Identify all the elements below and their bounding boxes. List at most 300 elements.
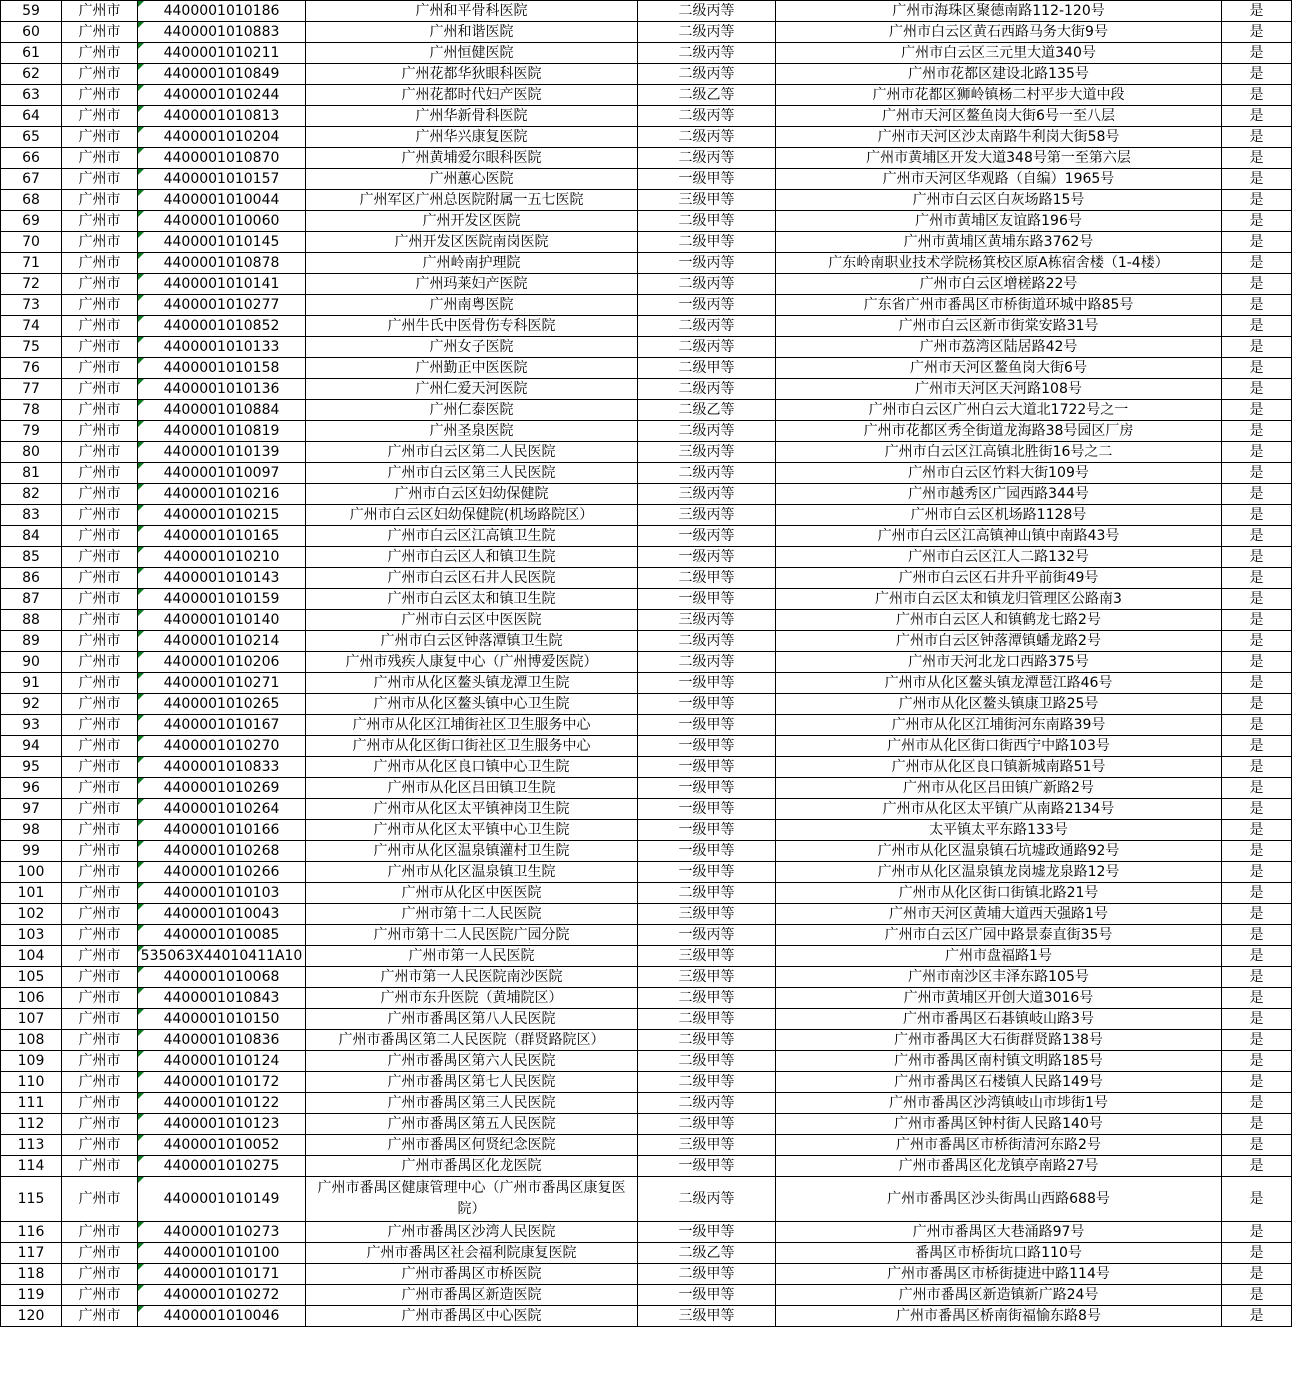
city-cell[interactable]: 广州市 <box>62 106 138 127</box>
hospital-name-cell[interactable]: 广州市番禺区第五人民医院 <box>306 1114 638 1135</box>
hospital-level-cell[interactable]: 三级丙等 <box>638 442 776 463</box>
row-number-cell[interactable]: 77 <box>1 379 62 400</box>
row-number-cell[interactable]: 103 <box>1 925 62 946</box>
eligibility-flag-cell[interactable]: 是 <box>1222 1306 1292 1327</box>
institution-code-cell[interactable] <box>138 64 306 85</box>
eligibility-flag-cell[interactable]: 是 <box>1222 1177 1292 1222</box>
row-number-cell[interactable]: 97 <box>1 799 62 820</box>
hospital-name-cell[interactable]: 广州市番禺区市桥医院 <box>306 1264 638 1285</box>
row-number-cell[interactable]: 74 <box>1 316 62 337</box>
eligibility-flag-cell[interactable]: 是 <box>1222 547 1292 568</box>
row-number-cell[interactable]: 113 <box>1 1135 62 1156</box>
hospital-name-cell[interactable]: 广州南粤医院 <box>306 295 638 316</box>
row-number-cell[interactable]: 119 <box>1 1285 62 1306</box>
hospital-name-cell[interactable]: 广州市从化区温泉镇卫生院 <box>306 862 638 883</box>
eligibility-flag-cell[interactable]: 是 <box>1222 1243 1292 1264</box>
institution-code-cell[interactable] <box>138 589 306 610</box>
address-cell[interactable]: 广州市番禺区沙湾镇岐山市埗街1号 <box>776 1093 1222 1114</box>
hospital-level-cell[interactable]: 一级丙等 <box>638 925 776 946</box>
eligibility-flag-cell[interactable]: 是 <box>1222 64 1292 85</box>
address-cell[interactable]: 广州市白云区竹料大街109号 <box>776 463 1222 484</box>
hospital-level-cell[interactable]: 二级甲等 <box>638 1114 776 1135</box>
address-cell[interactable]: 广州市花都区狮岭镇杨二村平步大道中段 <box>776 85 1222 106</box>
hospital-name-cell[interactable]: 广州华新骨科医院 <box>306 106 638 127</box>
institution-code-cell[interactable] <box>138 967 306 988</box>
address-cell[interactable]: 广州市番禺区沙头街禺山西路688号 <box>776 1177 1222 1222</box>
city-cell[interactable]: 广州市 <box>62 463 138 484</box>
eligibility-flag-cell[interactable]: 是 <box>1222 316 1292 337</box>
institution-code-cell[interactable] <box>138 1156 306 1177</box>
institution-code-cell[interactable] <box>138 631 306 652</box>
row-number-cell[interactable]: 101 <box>1 883 62 904</box>
address-cell[interactable]: 广州市白云区新市街棠安路31号 <box>776 316 1222 337</box>
institution-code-cell[interactable] <box>138 85 306 106</box>
address-cell[interactable]: 广东岭南职业技术学院杨箕校区原A栋宿舍楼（1-4楼） <box>776 253 1222 274</box>
city-cell[interactable]: 广州市 <box>62 967 138 988</box>
hospital-level-cell[interactable]: 二级甲等 <box>638 988 776 1009</box>
institution-code-cell[interactable] <box>138 547 306 568</box>
city-cell[interactable]: 广州市 <box>62 22 138 43</box>
hospital-level-cell[interactable]: 一级甲等 <box>638 1156 776 1177</box>
hospital-name-cell[interactable]: 广州市从化区太平镇神岗卫生院 <box>306 799 638 820</box>
eligibility-flag-cell[interactable]: 是 <box>1222 631 1292 652</box>
hospital-name-cell[interactable]: 广州市番禺区沙湾人民医院 <box>306 1222 638 1243</box>
institution-code-cell[interactable] <box>138 379 306 400</box>
hospital-level-cell[interactable]: 一级甲等 <box>638 736 776 757</box>
eligibility-flag-cell[interactable]: 是 <box>1222 190 1292 211</box>
address-cell[interactable]: 广州市花都区秀全街道龙海路38号园区厂房 <box>776 421 1222 442</box>
eligibility-flag-cell[interactable]: 是 <box>1222 1135 1292 1156</box>
row-number-cell[interactable]: 82 <box>1 484 62 505</box>
hospital-name-cell[interactable]: 广州市第一人民医院南沙医院 <box>306 967 638 988</box>
institution-code-cell[interactable] <box>138 1030 306 1051</box>
hospital-name-cell[interactable]: 广州市第十二人民医院 <box>306 904 638 925</box>
eligibility-flag-cell[interactable]: 是 <box>1222 1072 1292 1093</box>
hospital-name-cell[interactable]: 广州市东升医院（黄埔院区） <box>306 988 638 1009</box>
city-cell[interactable]: 广州市 <box>62 694 138 715</box>
institution-code-cell[interactable] <box>138 988 306 1009</box>
eligibility-flag-cell[interactable]: 是 <box>1222 757 1292 778</box>
hospital-level-cell[interactable]: 二级丙等 <box>638 652 776 673</box>
institution-code-cell[interactable] <box>138 1135 306 1156</box>
hospital-name-cell[interactable]: 广州和谐医院 <box>306 22 638 43</box>
city-cell[interactable]: 广州市 <box>62 1135 138 1156</box>
row-number-cell[interactable]: 102 <box>1 904 62 925</box>
hospital-level-cell[interactable]: 二级丙等 <box>638 1177 776 1222</box>
institution-code-cell[interactable] <box>138 1177 306 1222</box>
hospital-name-cell[interactable]: 广州市从化区温泉镇灌村卫生院 <box>306 841 638 862</box>
institution-code-cell[interactable] <box>138 295 306 316</box>
hospital-level-cell[interactable]: 二级丙等 <box>638 106 776 127</box>
hospital-name-cell[interactable]: 广州市番禺区健康管理中心（广州市番禺区康复医院） <box>306 1177 638 1222</box>
city-cell[interactable]: 广州市 <box>62 946 138 967</box>
institution-code-cell[interactable] <box>138 1285 306 1306</box>
eligibility-flag-cell[interactable]: 是 <box>1222 1009 1292 1030</box>
row-number-cell[interactable]: 80 <box>1 442 62 463</box>
row-number-cell[interactable]: 75 <box>1 337 62 358</box>
hospital-level-cell[interactable]: 一级甲等 <box>638 694 776 715</box>
address-cell[interactable]: 广州市从化区温泉镇龙岗墟龙泉路12号 <box>776 862 1222 883</box>
hospital-name-cell[interactable]: 广州市番禺区新造医院 <box>306 1285 638 1306</box>
address-cell[interactable]: 广州市番禺区新造镇新广路24号 <box>776 1285 1222 1306</box>
institution-code-cell[interactable] <box>138 1051 306 1072</box>
institution-code-cell[interactable] <box>138 1222 306 1243</box>
eligibility-flag-cell[interactable]: 是 <box>1222 43 1292 64</box>
city-cell[interactable]: 广州市 <box>62 211 138 232</box>
eligibility-flag-cell[interactable]: 是 <box>1222 1093 1292 1114</box>
city-cell[interactable]: 广州市 <box>62 715 138 736</box>
hospital-level-cell[interactable]: 二级丙等 <box>638 1093 776 1114</box>
row-number-cell[interactable]: 61 <box>1 43 62 64</box>
eligibility-flag-cell[interactable]: 是 <box>1222 778 1292 799</box>
hospital-name-cell[interactable]: 广州女子医院 <box>306 337 638 358</box>
row-number-cell[interactable]: 71 <box>1 253 62 274</box>
row-number-cell[interactable]: 62 <box>1 64 62 85</box>
row-number-cell[interactable]: 85 <box>1 547 62 568</box>
institution-code-cell[interactable] <box>138 925 306 946</box>
eligibility-flag-cell[interactable]: 是 <box>1222 715 1292 736</box>
address-cell[interactable]: 广州市天河区沙太南路牛利岗大街58号 <box>776 127 1222 148</box>
eligibility-flag-cell[interactable]: 是 <box>1222 526 1292 547</box>
institution-code-cell[interactable] <box>138 820 306 841</box>
institution-code-cell[interactable] <box>138 1072 306 1093</box>
institution-code-cell[interactable] <box>138 904 306 925</box>
hospital-level-cell[interactable]: 二级乙等 <box>638 1243 776 1264</box>
hospital-level-cell[interactable]: 二级丙等 <box>638 274 776 295</box>
institution-code-cell[interactable] <box>138 652 306 673</box>
address-cell[interactable]: 广州市黄埔区开发大道348号第一至第六层 <box>776 148 1222 169</box>
eligibility-flag-cell[interactable]: 是 <box>1222 736 1292 757</box>
hospital-name-cell[interactable]: 广州和平骨科医院 <box>306 1 638 22</box>
row-number-cell[interactable]: 96 <box>1 778 62 799</box>
institution-code-cell[interactable] <box>138 43 306 64</box>
row-number-cell[interactable]: 84 <box>1 526 62 547</box>
address-cell[interactable]: 番禺区市桥街坑口路110号 <box>776 1243 1222 1264</box>
city-cell[interactable]: 广州市 <box>62 589 138 610</box>
address-cell[interactable]: 广州市海珠区聚德南路112-120号 <box>776 1 1222 22</box>
institution-code-cell[interactable] <box>138 148 306 169</box>
eligibility-flag-cell[interactable]: 是 <box>1222 652 1292 673</box>
row-number-cell[interactable]: 69 <box>1 211 62 232</box>
row-number-cell[interactable]: 91 <box>1 673 62 694</box>
city-cell[interactable]: 广州市 <box>62 883 138 904</box>
hospital-name-cell[interactable]: 广州市番禺区第六人民医院 <box>306 1051 638 1072</box>
address-cell[interactable]: 广州市黄埔区开创大道3016号 <box>776 988 1222 1009</box>
row-number-cell[interactable]: 66 <box>1 148 62 169</box>
hospital-level-cell[interactable]: 二级丙等 <box>638 148 776 169</box>
eligibility-flag-cell[interactable]: 是 <box>1222 1 1292 22</box>
city-cell[interactable]: 广州市 <box>62 358 138 379</box>
institution-code-cell[interactable] <box>138 253 306 274</box>
city-cell[interactable]: 广州市 <box>62 526 138 547</box>
city-cell[interactable]: 广州市 <box>62 820 138 841</box>
row-number-cell[interactable]: 93 <box>1 715 62 736</box>
city-cell[interactable]: 广州市 <box>62 190 138 211</box>
eligibility-flag-cell[interactable]: 是 <box>1222 22 1292 43</box>
city-cell[interactable]: 广州市 <box>62 337 138 358</box>
hospital-level-cell[interactable]: 一级甲等 <box>638 1285 776 1306</box>
eligibility-flag-cell[interactable]: 是 <box>1222 400 1292 421</box>
hospital-level-cell[interactable]: 二级甲等 <box>638 358 776 379</box>
row-number-cell[interactable]: 78 <box>1 400 62 421</box>
city-cell[interactable]: 广州市 <box>62 1072 138 1093</box>
address-cell[interactable]: 广州市番禺区南村镇文明路185号 <box>776 1051 1222 1072</box>
row-number-cell[interactable]: 64 <box>1 106 62 127</box>
hospital-name-cell[interactable]: 广州市白云区人和镇卫生院 <box>306 547 638 568</box>
row-number-cell[interactable]: 73 <box>1 295 62 316</box>
eligibility-flag-cell[interactable]: 是 <box>1222 1156 1292 1177</box>
hospital-level-cell[interactable]: 三级甲等 <box>638 904 776 925</box>
hospital-level-cell[interactable]: 三级甲等 <box>638 190 776 211</box>
address-cell[interactable]: 广州市南沙区丰泽东路105号 <box>776 967 1222 988</box>
city-cell[interactable]: 广州市 <box>62 295 138 316</box>
city-cell[interactable]: 广州市 <box>62 484 138 505</box>
city-cell[interactable]: 广州市 <box>62 799 138 820</box>
address-cell[interactable]: 广州市番禺区石楼镇人民路149号 <box>776 1072 1222 1093</box>
row-number-cell[interactable]: 112 <box>1 1114 62 1135</box>
institution-code-cell[interactable] <box>138 778 306 799</box>
institution-code-cell[interactable] <box>138 757 306 778</box>
city-cell[interactable]: 广州市 <box>62 736 138 757</box>
institution-code-cell[interactable] <box>138 883 306 904</box>
hospital-level-cell[interactable]: 一级甲等 <box>638 841 776 862</box>
institution-code-cell[interactable] <box>138 715 306 736</box>
hospital-level-cell[interactable]: 二级甲等 <box>638 211 776 232</box>
hospital-name-cell[interactable]: 广州市白云区中医医院 <box>306 610 638 631</box>
hospital-name-cell[interactable]: 广州勤正中医医院 <box>306 358 638 379</box>
institution-code-cell[interactable] <box>138 358 306 379</box>
hospital-name-cell[interactable]: 广州市白云区石井人民医院 <box>306 568 638 589</box>
city-cell[interactable]: 广州市 <box>62 610 138 631</box>
row-number-cell[interactable]: 120 <box>1 1306 62 1327</box>
hospital-name-cell[interactable]: 广州市番禺区社会福利院康复医院 <box>306 1243 638 1264</box>
row-number-cell[interactable]: 110 <box>1 1072 62 1093</box>
row-number-cell[interactable]: 86 <box>1 568 62 589</box>
city-cell[interactable]: 广州市 <box>62 505 138 526</box>
address-cell[interactable]: 太平镇太平东路133号 <box>776 820 1222 841</box>
eligibility-flag-cell[interactable]: 是 <box>1222 610 1292 631</box>
city-cell[interactable]: 广州市 <box>62 1093 138 1114</box>
institution-code-cell[interactable] <box>138 337 306 358</box>
row-number-cell[interactable]: 98 <box>1 820 62 841</box>
row-number-cell[interactable]: 65 <box>1 127 62 148</box>
address-cell[interactable]: 广州市从化区吕田镇广新路2号 <box>776 778 1222 799</box>
eligibility-flag-cell[interactable]: 是 <box>1222 883 1292 904</box>
row-number-cell[interactable]: 108 <box>1 1030 62 1051</box>
city-cell[interactable]: 广州市 <box>62 127 138 148</box>
hospital-name-cell[interactable]: 广州市残疾人康复中心（广州博爱医院） <box>306 652 638 673</box>
hospital-level-cell[interactable]: 一级甲等 <box>638 757 776 778</box>
eligibility-flag-cell[interactable]: 是 <box>1222 589 1292 610</box>
institution-code-cell[interactable] <box>138 694 306 715</box>
address-cell[interactable]: 广州市白云区江高镇神山镇中南路43号 <box>776 526 1222 547</box>
institution-code-cell[interactable] <box>138 1306 306 1327</box>
address-cell[interactable]: 广州市白云区黄石西路马务大街9号 <box>776 22 1222 43</box>
institution-code-cell[interactable] <box>138 316 306 337</box>
institution-code-cell[interactable] <box>138 421 306 442</box>
row-number-cell[interactable]: 106 <box>1 988 62 1009</box>
institution-code-cell[interactable] <box>138 190 306 211</box>
eligibility-flag-cell[interactable]: 是 <box>1222 673 1292 694</box>
address-cell[interactable]: 广州市天河区鳌鱼岗大街6号 <box>776 358 1222 379</box>
hospital-level-cell[interactable]: 三级甲等 <box>638 1135 776 1156</box>
institution-code-cell[interactable] <box>138 1243 306 1264</box>
hospital-level-cell[interactable]: 二级丙等 <box>638 1 776 22</box>
city-cell[interactable]: 广州市 <box>62 64 138 85</box>
city-cell[interactable]: 广州市 <box>62 568 138 589</box>
hospital-name-cell[interactable]: 广州市白云区太和镇卫生院 <box>306 589 638 610</box>
hospital-name-cell[interactable]: 广州仁爱天河医院 <box>306 379 638 400</box>
city-cell[interactable]: 广州市 <box>62 274 138 295</box>
eligibility-flag-cell[interactable]: 是 <box>1222 820 1292 841</box>
row-number-cell[interactable]: 68 <box>1 190 62 211</box>
city-cell[interactable]: 广州市 <box>62 547 138 568</box>
address-cell[interactable]: 广州市番禺区钟村街人民路140号 <box>776 1114 1222 1135</box>
address-cell[interactable]: 广州市白云区人和镇鹤龙七路2号 <box>776 610 1222 631</box>
address-cell[interactable]: 广州市白云区广州白云大道北1722号之一 <box>776 400 1222 421</box>
row-number-cell[interactable]: 100 <box>1 862 62 883</box>
hospital-name-cell[interactable]: 广州市白云区第三人民医院 <box>306 463 638 484</box>
hospital-name-cell[interactable]: 广州市番禺区第七人民医院 <box>306 1072 638 1093</box>
eligibility-flag-cell[interactable]: 是 <box>1222 169 1292 190</box>
eligibility-flag-cell[interactable]: 是 <box>1222 1285 1292 1306</box>
institution-code-cell[interactable] <box>138 232 306 253</box>
eligibility-flag-cell[interactable]: 是 <box>1222 946 1292 967</box>
address-cell[interactable]: 广州市白云区太和镇龙归管理区公路南3 <box>776 589 1222 610</box>
eligibility-flag-cell[interactable]: 是 <box>1222 421 1292 442</box>
address-cell[interactable]: 广州市盘福路1号 <box>776 946 1222 967</box>
address-cell[interactable]: 广州市从化区鳌头镇龙潭琶江路46号 <box>776 673 1222 694</box>
address-cell[interactable]: 广州市从化区鳌头镇康卫路25号 <box>776 694 1222 715</box>
hospital-level-cell[interactable]: 二级乙等 <box>638 400 776 421</box>
city-cell[interactable]: 广州市 <box>62 442 138 463</box>
hospital-level-cell[interactable]: 二级甲等 <box>638 1030 776 1051</box>
city-cell[interactable]: 广州市 <box>62 1306 138 1327</box>
hospital-name-cell[interactable]: 广州市从化区太平镇中心卫生院 <box>306 820 638 841</box>
hospital-name-cell[interactable]: 广州开发区医院南岗医院 <box>306 232 638 253</box>
hospital-name-cell[interactable]: 广州军区广州总医院附属一五七医院 <box>306 190 638 211</box>
address-cell[interactable]: 广州市白云区钟落潭镇蟠龙路2号 <box>776 631 1222 652</box>
hospital-level-cell[interactable]: 一级甲等 <box>638 673 776 694</box>
institution-code-cell[interactable] <box>138 484 306 505</box>
hospital-name-cell[interactable]: 广州蕙心医院 <box>306 169 638 190</box>
hospital-level-cell[interactable]: 一级甲等 <box>638 589 776 610</box>
hospital-name-cell[interactable]: 广州玛莱妇产医院 <box>306 274 638 295</box>
row-number-cell[interactable]: 99 <box>1 841 62 862</box>
row-number-cell[interactable]: 76 <box>1 358 62 379</box>
address-cell[interactable]: 广州市白云区江高镇北胜街16号之二 <box>776 442 1222 463</box>
hospital-level-cell[interactable]: 一级丙等 <box>638 295 776 316</box>
address-cell[interactable]: 广州市白云区江人二路132号 <box>776 547 1222 568</box>
address-cell[interactable]: 广州市从化区良口镇新城南路51号 <box>776 757 1222 778</box>
row-number-cell[interactable]: 72 <box>1 274 62 295</box>
address-cell[interactable]: 广州市越秀区广园西路344号 <box>776 484 1222 505</box>
hospital-level-cell[interactable]: 一级丙等 <box>638 547 776 568</box>
city-cell[interactable]: 广州市 <box>62 421 138 442</box>
hospital-name-cell[interactable]: 广州牛氏中医骨伤专科医院 <box>306 316 638 337</box>
city-cell[interactable]: 广州市 <box>62 1051 138 1072</box>
hospital-name-cell[interactable]: 广州圣泉医院 <box>306 421 638 442</box>
hospital-name-cell[interactable]: 广州市白云区江高镇卫生院 <box>306 526 638 547</box>
row-number-cell[interactable]: 116 <box>1 1222 62 1243</box>
row-number-cell[interactable]: 109 <box>1 1051 62 1072</box>
institution-code-cell[interactable] <box>138 1 306 22</box>
eligibility-flag-cell[interactable]: 是 <box>1222 253 1292 274</box>
hospital-name-cell[interactable]: 广州花都时代妇产医院 <box>306 85 638 106</box>
hospital-level-cell[interactable]: 二级丙等 <box>638 64 776 85</box>
eligibility-flag-cell[interactable]: 是 <box>1222 274 1292 295</box>
city-cell[interactable]: 广州市 <box>62 253 138 274</box>
city-cell[interactable]: 广州市 <box>62 1177 138 1222</box>
eligibility-flag-cell[interactable]: 是 <box>1222 232 1292 253</box>
institution-code-cell[interactable] <box>138 1264 306 1285</box>
address-cell[interactable]: 广州市从化区街口街西宁中路103号 <box>776 736 1222 757</box>
eligibility-flag-cell[interactable]: 是 <box>1222 358 1292 379</box>
row-number-cell[interactable]: 90 <box>1 652 62 673</box>
eligibility-flag-cell[interactable]: 是 <box>1222 505 1292 526</box>
institution-code-cell[interactable] <box>138 463 306 484</box>
hospital-level-cell[interactable]: 二级乙等 <box>638 85 776 106</box>
hospital-level-cell[interactable]: 二级甲等 <box>638 568 776 589</box>
eligibility-flag-cell[interactable]: 是 <box>1222 463 1292 484</box>
row-number-cell[interactable]: 111 <box>1 1093 62 1114</box>
eligibility-flag-cell[interactable]: 是 <box>1222 211 1292 232</box>
row-number-cell[interactable]: 81 <box>1 463 62 484</box>
hospital-level-cell[interactable]: 二级甲等 <box>638 1009 776 1030</box>
city-cell[interactable]: 广州市 <box>62 169 138 190</box>
eligibility-flag-cell[interactable]: 是 <box>1222 1264 1292 1285</box>
hospital-level-cell[interactable]: 二级丙等 <box>638 421 776 442</box>
city-cell[interactable]: 广州市 <box>62 1156 138 1177</box>
row-number-cell[interactable]: 114 <box>1 1156 62 1177</box>
row-number-cell[interactable]: 63 <box>1 85 62 106</box>
city-cell[interactable]: 广州市 <box>62 1009 138 1030</box>
institution-code-cell[interactable] <box>138 400 306 421</box>
row-number-cell[interactable]: 94 <box>1 736 62 757</box>
row-number-cell[interactable]: 88 <box>1 610 62 631</box>
institution-code-cell[interactable] <box>138 1114 306 1135</box>
hospital-name-cell[interactable]: 广州恒健医院 <box>306 43 638 64</box>
city-cell[interactable]: 广州市 <box>62 1285 138 1306</box>
row-number-cell[interactable]: 107 <box>1 1009 62 1030</box>
address-cell[interactable]: 广州市从化区太平镇广从南路2134号 <box>776 799 1222 820</box>
institution-code-cell[interactable] <box>138 505 306 526</box>
city-cell[interactable]: 广州市 <box>62 988 138 1009</box>
row-number-cell[interactable]: 95 <box>1 757 62 778</box>
hospital-level-cell[interactable]: 二级甲等 <box>638 1051 776 1072</box>
eligibility-flag-cell[interactable]: 是 <box>1222 379 1292 400</box>
hospital-name-cell[interactable]: 广州市第一人民医院 <box>306 946 638 967</box>
institution-code-cell[interactable] <box>138 106 306 127</box>
hospital-level-cell[interactable]: 二级丙等 <box>638 631 776 652</box>
city-cell[interactable]: 广州市 <box>62 1243 138 1264</box>
hospital-level-cell[interactable]: 三级甲等 <box>638 946 776 967</box>
address-cell[interactable]: 广州市天河区鳌鱼岗大街6号一至八层 <box>776 106 1222 127</box>
hospital-level-cell[interactable]: 一级丙等 <box>638 526 776 547</box>
eligibility-flag-cell[interactable]: 是 <box>1222 862 1292 883</box>
eligibility-flag-cell[interactable]: 是 <box>1222 568 1292 589</box>
eligibility-flag-cell[interactable]: 是 <box>1222 1030 1292 1051</box>
hospital-level-cell[interactable]: 三级丙等 <box>638 610 776 631</box>
address-cell[interactable]: 广州市番禺区大石街群贤路138号 <box>776 1030 1222 1051</box>
hospital-level-cell[interactable]: 一级甲等 <box>638 778 776 799</box>
address-cell[interactable]: 广州市白云区广园中路景泰直街35号 <box>776 925 1222 946</box>
city-cell[interactable]: 广州市 <box>62 232 138 253</box>
city-cell[interactable]: 广州市 <box>62 1030 138 1051</box>
city-cell[interactable]: 广州市 <box>62 1 138 22</box>
row-number-cell[interactable]: 70 <box>1 232 62 253</box>
institution-code-cell[interactable] <box>138 736 306 757</box>
